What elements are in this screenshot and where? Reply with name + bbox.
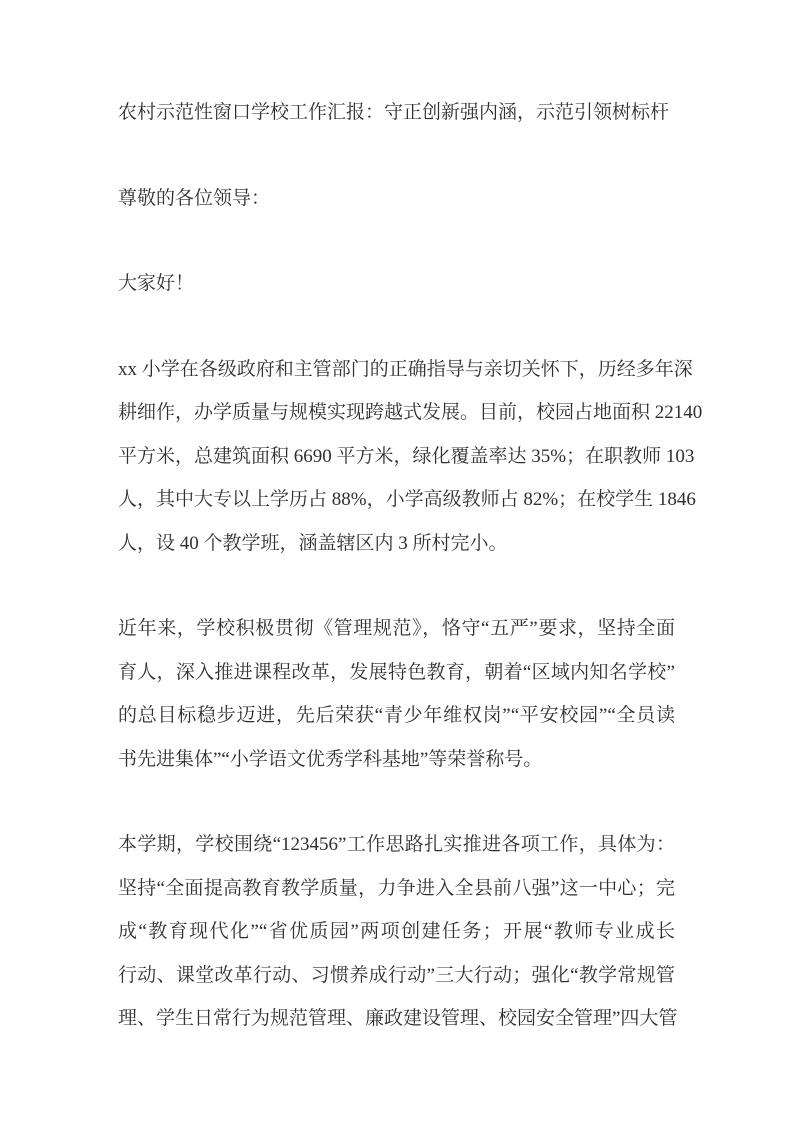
salutation: 尊敬的各位领导： bbox=[118, 187, 271, 209]
paragraph-semester-plan bbox=[118, 823, 678, 1041]
text-line: xx 小学在各级政府和主管部门的正确指导与亲切关怀下，历经多年深 bbox=[118, 358, 693, 380]
text-line: 近年来，学校积极贯彻《管理规范》，恪守“五严”要求，坚持全面 bbox=[118, 618, 675, 639]
text-line: 书先进集体”“小学语文优秀学科基地”等荣誉称号。 bbox=[118, 748, 543, 770]
text-line: 育人，深入推进课程改革，发展特色教育，朝着“区域内知名学校” bbox=[118, 661, 675, 683]
text-line: 成“教育现代化”“省优质园”两项创建任务；开展“教师专业成长 bbox=[118, 921, 675, 942]
text-line: 人，设 40 个教学班，涵盖辖区内 3 所村完小。 bbox=[118, 532, 508, 554]
text-line: 人，其中大专以上学历占 88%，小学高级教师占 82%；在校学生 1846 bbox=[118, 489, 696, 510]
paragraph-recent-achievements bbox=[118, 607, 675, 781]
greeting: 大家好！ bbox=[118, 273, 195, 294]
text-line: 耕细作，办学质量与规模实现跨越式发展。目前，校园占地面积 22140 bbox=[118, 402, 703, 423]
text-line: 坚持“全面提高教育教学质量，力争进入全县前八强”这一中心；完 bbox=[118, 877, 675, 899]
document-body bbox=[118, 91, 703, 1041]
text-line: 平方米，总建筑面积 6690 平方米，绿化覆盖率达 35%；在职教师 103 bbox=[118, 445, 695, 467]
paragraph-school-overview bbox=[118, 348, 703, 566]
text-line: 理、学生日常行为规范管理、廉政建设管理、校园安全管理”四大管 bbox=[118, 1008, 678, 1029]
text-line: 的总目标稳步迈进，先后荣获“青少年维权岗”“平安校园”“全员读 bbox=[118, 705, 675, 726]
document-title: 农村示范性窗口学校工作汇报：守正创新强内涵，示范引领树标杆 bbox=[118, 102, 670, 123]
text-line: 本学期，学校围绕“123456”工作思路扎实推进各项工作，具体为： bbox=[118, 834, 675, 855]
text-line: 行动、课堂改革行动、习惯养成行动”三大行动；强化“教学常规管 bbox=[118, 964, 675, 986]
